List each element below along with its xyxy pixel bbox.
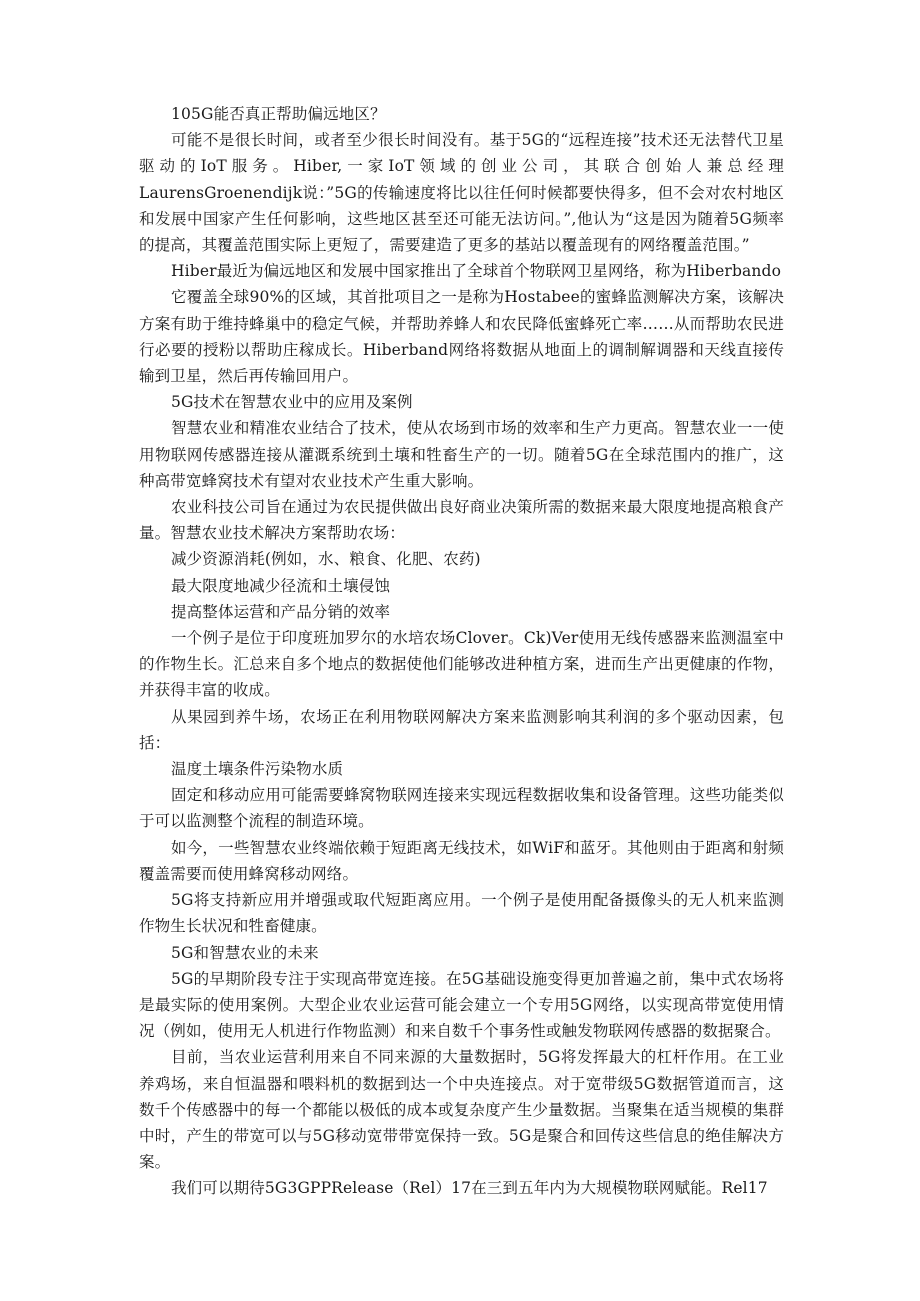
list-item: 提高整体运营和产品分销的效率 [171,602,391,621]
paragraph: 智慧农业和精准农业结合了技术，使从农场到市场的效率和生产力更高。智慧农业一一使用物联网传感器连接从灌溉系统到土壤和牲畜生产的一切。随着5G在全球范围内的推广，这种高带宽蜂窝技术有望对农业技术产生重大影响。 [139,419,784,490]
list-item: 减少资源消耗(例如，水、粮食、化肥、农药) [171,550,481,569]
section-heading: 105G能否真正帮助偏远地区？ [171,105,386,123]
paragraph: 可能不是很长时间，或者至少很长时间没有。基于5G的“远程连接”技术还无法替代卫星驱动的IoT服务。Hiber,一家IoT领域的创业公司，其联合创始人兼总经理LaurensGroenendijk说：”5G的传输速度将比以往任何时候都要快得多，但不会对农村地区和发展中国家产生任何影响，这些地区甚至还可能无法访问。”,他认为“这是因为随着5G频率的提高，其覆盖范围实际上更短了，需要建造了更多的基站以覆盖现有的网络覆盖范围。” [139,131,784,255]
paragraph: 从果园到养牛场，农场正在利用物联网解决方案来监测影响其利润的多个驱动因素，包括： [139,707,784,752]
paragraph: 5G的早期阶段专注于实现高带宽连接。在5G基础设施变得更加普遍之前，集中式农场将是最实际的使用案例。大型企业农业运营可能会建立一个专用5G网络，以实现高带宽使用情况（例如，使用无人机进行作物监测）和来自数千个事务性或触发物联网传感器的数据聚合。 [139,969,784,1041]
paragraph: 它覆盖全球90%的区域，其首批项目之一是称为Hostabee的蜜蜂监测解决方案，该解决方案有助于维持蜂巢中的稳定气候，并帮助养蜂人和农民降低蜜蜂死亡率……从而帮助农民进行必要的授粉以帮助庄稼成长。Hiberband网络将数据从地面上的调制解调器和天线直接传输到卫星，然后再传输回用户。 [139,288,784,386]
paragraph: 如今，一些智慧农业终端依赖于短距离无线技术，如WiF和蓝牙。其他则由于距离和射频覆盖需要而使用蜂窝移动网络。 [139,838,784,883]
list-item: 最大限度地减少径流和土壤侵蚀 [171,576,391,595]
paragraph: 5G将支持新应用并增强或取代短距离应用。一个例子是使用配备摄像头的无人机来监测作物生长状况和牲畜健康。 [139,891,784,936]
document-body [139,101,784,1202]
section-heading: 5G技术在智慧农业中的应用及案例 [171,393,413,412]
paragraph: 固定和移动应用可能需要蜂窝物联网连接来实现远程数据收集和设备管理。这些功能类似于可以监测整个流程的制造环境。 [139,786,784,831]
paragraph: 我们可以期待5G3GPPRelease（Rel）17在三到五年内为大规模物联网赋能。Rel17 [171,1179,768,1198]
paragraph: 目前，当农业运营利用来自不同来源的大量数据时，5G将发挥最大的杠杆作用。在工业养鸡场，来自恒温器和喂料机的数据到达一个中央连接点。对于宽带级5G数据管道而言，这数千个传感器中的每一个都能以极低的成本或复杂度产生少量数据。当聚集在适当规模的集群中时，产生的带宽可以与5G移动宽带带宽保持一致。5G是聚合和回传这些信息的绝佳解决方案。 [139,1048,784,1172]
paragraph: Hiber最近为偏远地区和发展中国家推出了全球首个物联网卫星网络，称为Hiberbando [171,262,782,281]
list-item: 温度土壤条件污染物水质 [171,760,344,779]
paragraph: 一个例子是位于印度班加罗尔的水培农场Clover。Ck)Ver使用无线传感器来监测温室中的作物生长。汇总来自多个地点的数据使他们能够改进种植方案，进而生产出更健康的作物，并获得丰富的收成。 [139,629,784,700]
section-heading: 5G和智慧农业的未来 [171,943,319,962]
paragraph: 农业科技公司旨在通过为农民提供做出良好商业决策所需的数据来最大限度地提高粮食产量。智慧农业技术解决方案帮助农场： [139,498,784,543]
